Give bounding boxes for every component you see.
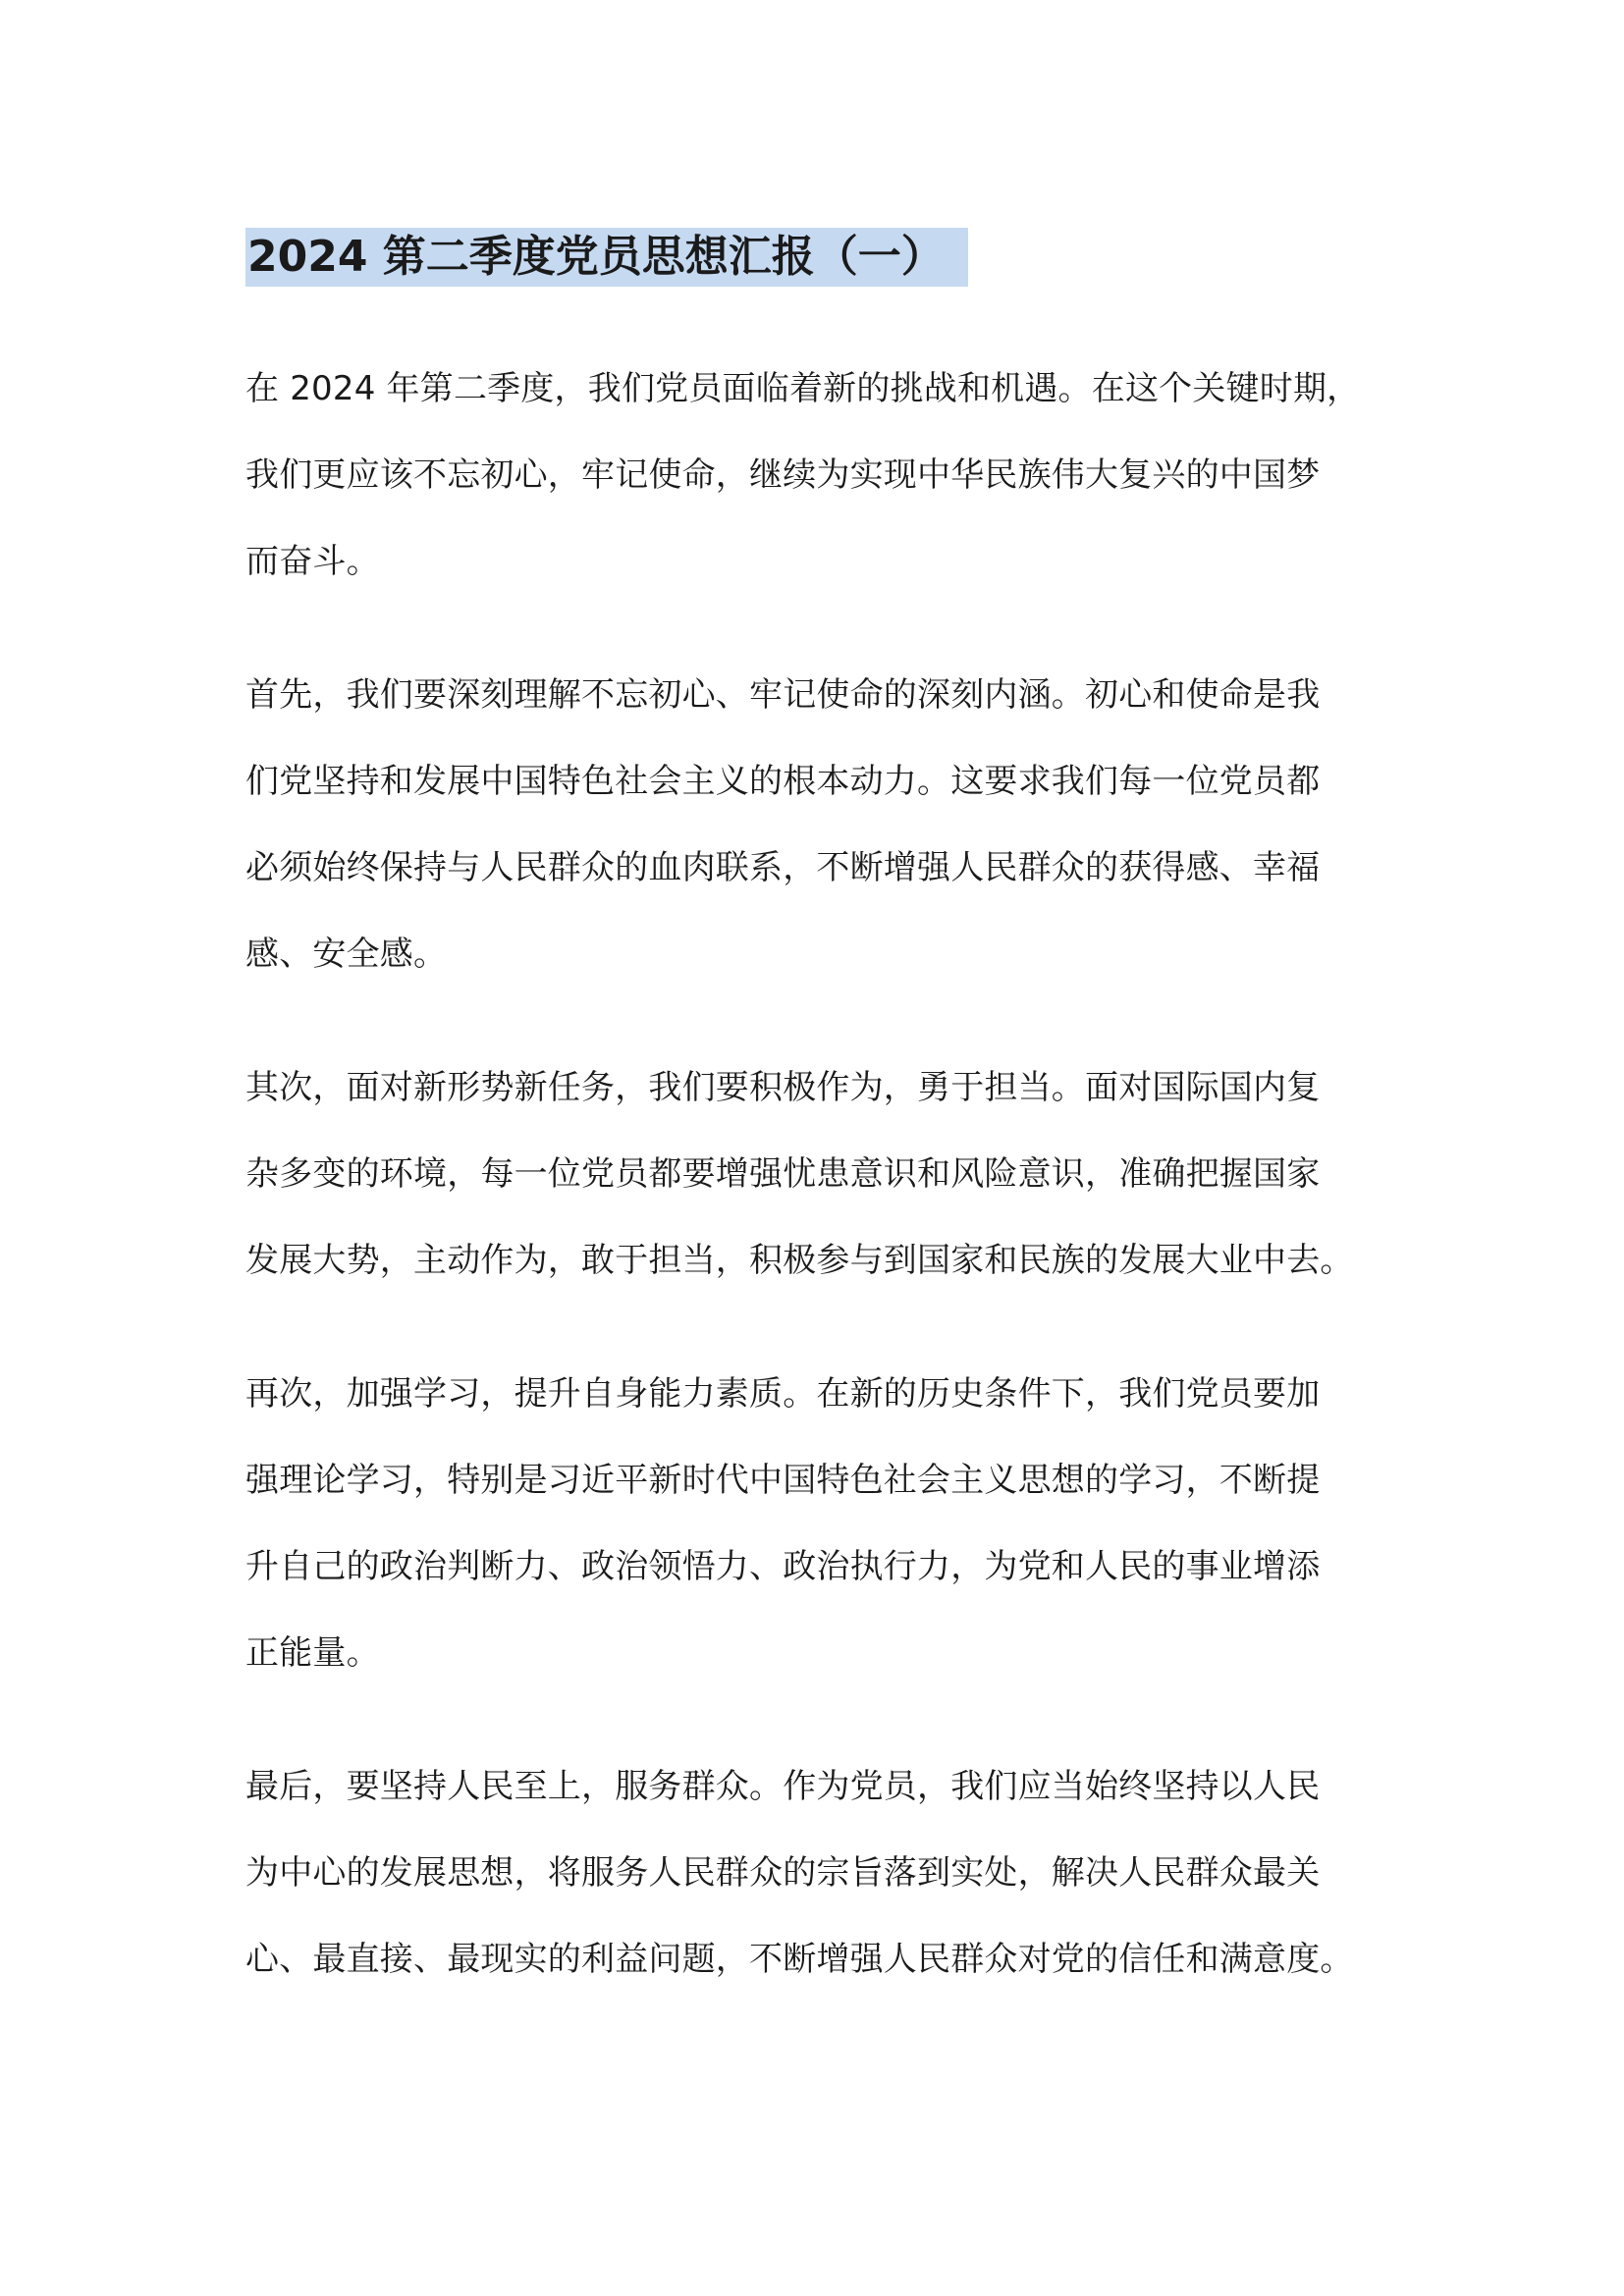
paragraph-line: 升自己的政治判断力、政治领悟力、政治执行力，为党和人民的事业增添 — [245, 1547, 1321, 1586]
document-title: 2024 第二季度党员思想汇报（一） — [245, 228, 968, 287]
paragraph-line: 我们更应该不忘初心，牢记使命，继续为实现中华民族伟大复兴的中国梦 — [245, 455, 1321, 495]
paragraph-second — [245, 1044, 1404, 1304]
paragraph-line: 正能量。 — [245, 1633, 380, 1673]
paragraph-line: 而奋斗。 — [245, 542, 380, 581]
paragraph-line: 最后，要坚持人民至上，服务群众。作为党员，我们应当始终坚持以人民 — [245, 1767, 1321, 1806]
paragraph-line: 再次，加强学习，提升自身能力素质。在新的历史条件下，我们党员要加 — [245, 1374, 1321, 1414]
paragraph-line: 心、最直接、最现实的利益问题，不断增强人民群众对党的信任和满意度。 — [245, 1940, 1354, 1979]
paragraph-line: 杂多变的环境，每一位党员都要增强忧患意识和风险意识，准确把握国家 — [245, 1154, 1321, 1194]
paragraph-line: 发展大势，主动作为，敢于担当，积极参与到国家和民族的发展大业中去。 — [245, 1241, 1354, 1280]
paragraph-line: 为中心的发展思想，将服务人民群众的宗旨落到实处，解决人民群众最关 — [245, 1853, 1321, 1893]
paragraph-first — [245, 652, 1404, 997]
paragraph-line: 在 2024 年第二季度，我们党员面临着新的挑战和机遇。在这个关键时期， — [245, 369, 1361, 408]
paragraph-intro — [245, 346, 1404, 605]
paragraph-third — [245, 1351, 1404, 1696]
paragraph-last — [245, 1743, 1404, 2002]
paragraph-line: 们党坚持和发展中国特色社会主义的根本动力。这要求我们每一位党员都 — [245, 762, 1321, 801]
paragraph-line: 其次，面对新形势新任务，我们要积极作为，勇于担当。面对国际国内复 — [245, 1068, 1321, 1107]
document-body — [245, 346, 1404, 2050]
title-container — [245, 228, 968, 287]
paragraph-line: 首先，我们要深刻理解不忘初心、牢记使命的深刻内涵。初心和使命是我 — [245, 675, 1321, 715]
paragraph-line: 必须始终保持与人民群众的血肉联系，不断增强人民群众的获得感、幸福 — [245, 848, 1321, 887]
paragraph-line: 强理论学习，特别是习近平新时代中国特色社会主义思想的学习，不断提 — [245, 1461, 1321, 1500]
paragraph-line: 感、安全感。 — [245, 934, 448, 974]
